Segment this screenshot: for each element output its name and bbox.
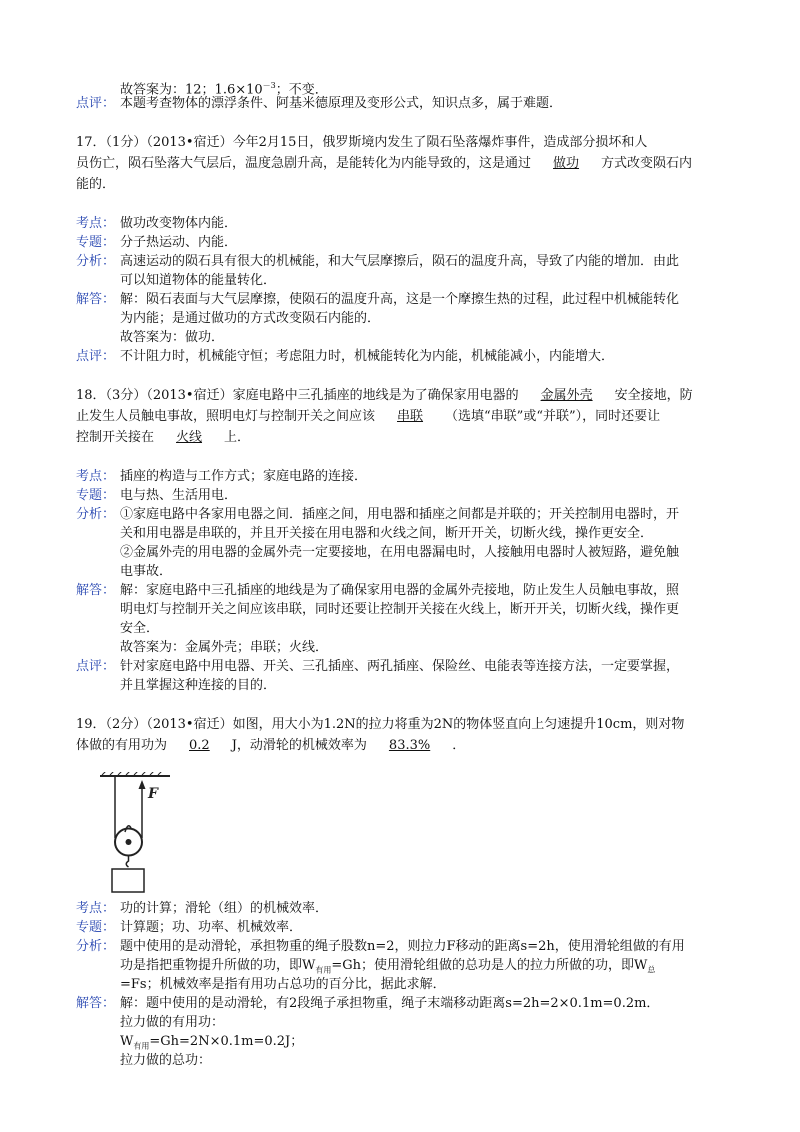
stem-text: 控制开关接在 xyxy=(76,430,155,445)
q19-solution-line1: 解：题中使用的是动滑轮，有2段绳子承担物重，绳子末端移动距离s=2h=2×0.1m=0.2m． xyxy=(120,996,660,1011)
analysis-label: 分析： xyxy=(76,939,116,954)
q18-answer-blank2: 串联 xyxy=(397,409,424,424)
q18-review-line1: 针对家庭电路中用电器、开关、三孔插座、两孔插座、保险丝、电能表等连接方法，一定要掌握， xyxy=(120,659,680,674)
stem-text: 18．（3分）（2013•宿迁）家庭电路中三孔插座的地线是为了确保家用电器的 xyxy=(76,388,519,403)
topic-label: 专题： xyxy=(76,235,116,250)
analysis-text: 功是指把重物提升所做的功，即W xyxy=(120,958,316,973)
q17-answer-blank: 做功 xyxy=(553,156,580,171)
q18-answer-blank3: 火线 xyxy=(176,430,203,445)
point-label: 考点： xyxy=(76,216,116,231)
q18-point: 插座的构造与工作方式；家庭电路的连接． xyxy=(120,469,368,484)
q17-stem-line1: 17．（1分）（2013•宿迁）今年2月15日，俄罗斯境内发生了陨石坠落爆炸事件，造成部分损坏和人 xyxy=(76,135,648,150)
q17-review: 不计阻力时，机械能守恒；考虑阻力时，机械能转化为内能，机械能减小，内能增大． xyxy=(120,349,615,364)
review-label: 点评： xyxy=(76,659,116,674)
review-label: 点评： xyxy=(76,349,116,364)
pulley-axle xyxy=(126,839,132,845)
q18-solution-line4: 故答案为：金属外壳；串联；火线． xyxy=(120,640,329,655)
topic-label: 专题： xyxy=(76,488,116,503)
q18-solution-line3: 安全． xyxy=(120,621,160,636)
solution-text: =Gh=2N×0.1m=0.2J； xyxy=(149,1034,304,1049)
q18-answer-blank1: 金属外壳 xyxy=(540,388,593,403)
stem-text: J，动滑轮的机械效率为 xyxy=(231,738,367,753)
answer-text: 故答案为：12；1.6×10 xyxy=(120,82,263,98)
topic-label: 专题： xyxy=(76,920,116,935)
solution-label: 解答： xyxy=(76,292,116,307)
q17-solution-line2: 为内能；是通过做功的方式改变陨石内能的． xyxy=(120,311,381,326)
stem-text: 安全接地，防 xyxy=(614,388,693,403)
weight-block xyxy=(112,869,144,892)
q19-answer-blank1: 0.2 xyxy=(189,738,210,753)
stem-text: 员伤亡，陨石坠落大气层后，温度急剧升高，是能转化为内能导致的，这是通过 xyxy=(76,156,532,171)
analysis-label: 分析： xyxy=(76,254,116,269)
q17-stem-line2 xyxy=(76,154,692,174)
stem-text: ． xyxy=(452,738,466,753)
stem-text: （选填“串联”或“并联”），同时还要让 xyxy=(445,409,661,424)
stem-text: 体做的有用功为 xyxy=(76,738,168,753)
ceiling-hatching xyxy=(102,772,164,775)
q18-analysis-line1: ①家庭电路中各家用电器之间．插座之间，用电器和插座之间都是并联的；开关控制用电器时，开 xyxy=(120,507,680,522)
review-label: 点评： xyxy=(76,96,116,111)
point-label: 考点： xyxy=(76,469,116,484)
q18-topic: 电与热、生活用电． xyxy=(120,488,238,503)
q18-solution-line2: 明电灯与控制开关之间应该串联，同时还要让控制开关接在火线上，断开开关，切断火线，操作更 xyxy=(120,602,680,617)
q18-analysis-line3: ②金属外壳的用电器的金属外壳一定要接地，在用电器漏电时，人接触用电器时人被短路，避免触 xyxy=(120,545,680,560)
q17-analysis-line2: 可以知道物体的能量转化． xyxy=(120,273,277,288)
stem-text: 上． xyxy=(224,430,251,445)
review-text: 本题考查物体的漂浮条件、阿基米德原理及变形公式，知识点多，属于难题． xyxy=(120,96,563,111)
subscript: 有用 xyxy=(315,965,332,975)
q18-stem-line1 xyxy=(76,386,693,406)
analysis-label: 分析： xyxy=(76,507,116,522)
stem-text: 止发生人员触电事故，照明电灯与控制开关之间应该 xyxy=(76,409,376,424)
solution-text: W xyxy=(120,1034,134,1049)
q19-topic: 计算题；功、功率、机械效率． xyxy=(120,920,303,935)
q18-stem-line2 xyxy=(76,407,660,427)
q17-solution-line1: 解：陨石表面与大气层摩擦，使陨石的温度升高，这是一个摩擦生热的过程，此过程中机械能转化 xyxy=(120,292,680,307)
q18-analysis-line4: 电事故． xyxy=(120,564,173,579)
q19-solution-line2: 拉力做的有用功： xyxy=(120,1015,225,1030)
q17-point: 做功改变物体内能． xyxy=(120,216,238,231)
q19-analysis-line3: =Fs；机械效率是指有用功占总功的百分比，据此求解． xyxy=(120,977,446,992)
solution-label: 解答： xyxy=(76,996,116,1011)
q19-solution-line4: 拉力做的总功： xyxy=(120,1053,212,1068)
q18-analysis-line2: 关和用电器是串联的，并且开关接在用电器和火线之间，断开开关，切断火线，操作更安全． xyxy=(120,526,654,541)
pulley-weight xyxy=(96,855,206,895)
solution-label: 解答： xyxy=(76,583,116,598)
q18-stem-line3 xyxy=(76,428,250,448)
analysis-text: =Gh；使用滑轮组做的总功是人的拉力所做的功，即W xyxy=(331,958,648,973)
force-arrow-head xyxy=(139,780,146,789)
subscript: 有用 xyxy=(133,1041,150,1051)
q17-topic: 分子热运动、内能． xyxy=(120,235,238,250)
q19-stem-line2 xyxy=(76,736,465,756)
q19-analysis-line1: 题中使用的是动滑轮，承担物重的绳子股数n=2，则拉力F移动的距离s=2h，使用滑轮组做的有用 xyxy=(120,939,685,954)
q17-solution-line3: 故答案为：做功． xyxy=(120,330,225,345)
force-label-F: F xyxy=(148,786,158,802)
point-label: 考点： xyxy=(76,901,116,916)
stem-text: 方式改变陨石内 xyxy=(601,156,693,171)
q18-review-line2: 并且掌握这种连接的目的． xyxy=(120,678,277,693)
subscript: 总 xyxy=(647,965,656,975)
q19-answer-blank2: 83.3% xyxy=(388,738,431,753)
q18-solution-line1: 解：家庭电路中三孔插座的地线是为了确保家用电器的金属外壳接地，防止发生人员触电事故，照 xyxy=(120,583,680,598)
answer-suffix: ；不变． xyxy=(275,82,328,98)
q17-stem-line3: 能的． xyxy=(76,177,116,192)
q17-analysis-line1: 高速运动的陨石具有很大的机械能，和大气层摩擦后，陨石的温度升高，导致了内能的增加．由此 xyxy=(120,254,680,269)
q19-stem-line1: 19．（2分）（2013•宿迁）如图，用大小为1.2N的拉力将重为2N的物体竖直向上匀速提升10cm，则对物 xyxy=(76,717,685,732)
exponent: －3 xyxy=(262,81,276,90)
q19-point: 功的计算；滑轮（组）的机械效率． xyxy=(120,901,329,916)
weight-hook xyxy=(126,855,128,867)
